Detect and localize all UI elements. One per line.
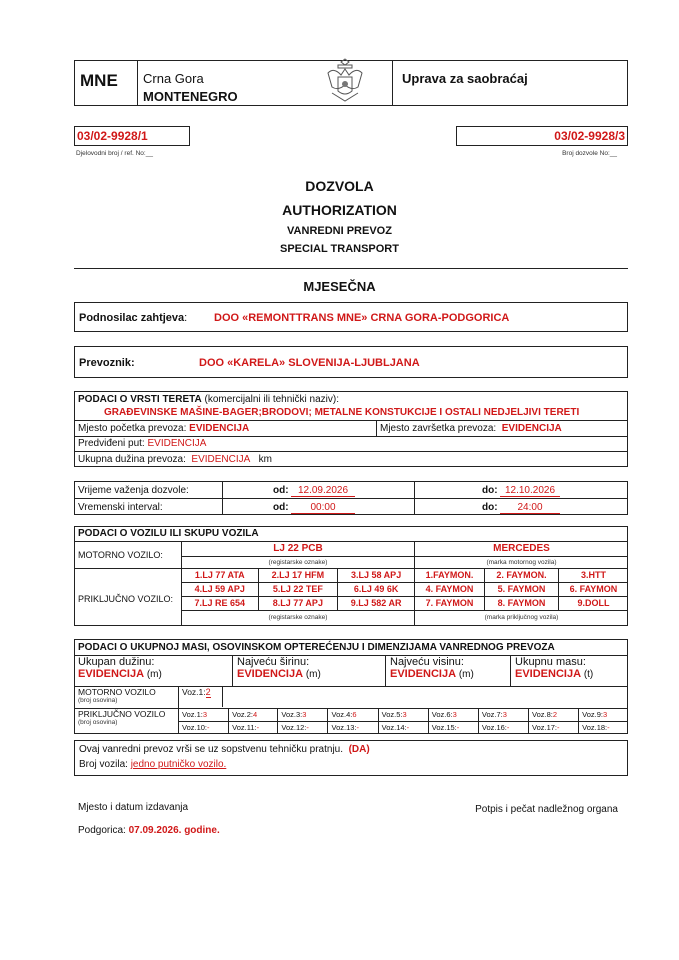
trailer-plate: 5.LJ 22 TEF [258,582,338,596]
motor-axle-label-cell [74,687,179,708]
cargo-rule-2 [74,436,628,437]
trailer-axle-cell: Voz.3:3 [278,708,328,721]
dim-mass-value: EVIDENCIJA (t) [515,668,594,680]
title-authorization: AUTHORIZATION [282,202,397,218]
validity-label: Vrijeme važenja dozvole: [78,485,189,496]
dim-width-cell [233,656,386,686]
trailer-axle-cell: Voz.1:3 [179,708,229,721]
trailer-plate-row [182,596,414,610]
period-label: MJESEČNA [303,279,376,294]
vehicle-rule-1 [74,541,628,542]
dim-mass-label: Ukupnu masu: [515,656,586,668]
trailer-axle-note: (broj osovina) [78,718,118,726]
trailer-make-row [415,582,628,596]
trailer-make-row [415,569,628,582]
trailer-vehicle-label: PRIKLJUČNO VOZILO: [78,594,174,604]
trailer-plate: 4.LJ 59 APJ [182,582,258,596]
trailer-plate: 6.LJ 49 6K [338,582,414,596]
header-divider-1 [137,60,138,106]
validity-to-value: 12.10.2026 [500,485,560,497]
dim-height-value: EVIDENCIJA (m) [390,668,474,680]
trailer-axle-cell: Voz.2:4 [229,708,278,721]
validity-from-value: 12.09.2026 [291,485,355,497]
trailer-axle-label: PRIKLJUČNO VOZILO [78,708,166,719]
trailer-axle-cell: Voz.8:2 [528,708,578,721]
country-code: MNE [80,71,118,90]
title-dozvola: DOZVOLA [305,178,374,194]
coat-of-arms-icon [318,55,372,107]
trailer-makes-grid [415,569,628,611]
trailer-plate: 9.LJ 582 AR [338,596,414,610]
dim-mass-cell [511,656,629,686]
ref-right-label: Broj dozvole No:__ [562,150,617,157]
trailer-make: 7. FAYMON [415,596,485,610]
mass-dims-row [74,656,628,686]
title-special: SPECIAL TRANSPORT [280,243,399,255]
validity-row [74,498,628,499]
trailer-axle-cell: Voz.13:- [328,721,378,734]
cargo-value: GRAĐEVINSKE MAŠINE-BAGER;BRODOVI; METALNE KONSTUKCIJE I OSTALI NEDJELJIVI TERETI [104,407,580,418]
motor-plate: LJ 22 PCB [273,543,323,554]
motor-axle-row [74,687,628,708]
motor-axle-cell [179,687,629,708]
escort-text: Ovaj vanredni prevoz vrši se uz sopstvenu tehničku pratnju. (DA) [79,744,370,755]
interval-label: Vremenski interval: [78,502,163,513]
motor-plate-rule [182,556,414,557]
dim-height-label: Najveću visinu: [390,656,464,668]
ref-left-label: Djelovodni broj / ref. No:__ [76,150,153,157]
trailer-axle-label-cell [74,708,179,734]
signature-label: Potpis i pečat nadležnog organa [475,804,618,815]
trailer-axle-cell: Voz.15:- [428,721,478,734]
header-divider-2 [392,60,393,106]
trailer-make: 9.DOLL [558,596,628,610]
trailer-plate: 2.LJ 17 HFM [258,569,338,582]
title-rule [74,268,628,269]
trailer-axle-cell: Voz.10:- [179,721,229,734]
trailer-plate-note: (registarske oznake) [268,614,328,621]
motor-make: MERCEDES [493,543,550,554]
trailer-axle-cell: Voz.4:6 [328,708,378,721]
issue-place-label: Mjesto i datum izdavanja [78,802,189,813]
trailer-axle-cell: Voz.18:- [582,723,610,733]
dim-width-label: Najveću širinu: [237,656,310,668]
vehicle-heading: PODACI O VOZILU ILI SKUPU VOZILA [78,528,259,539]
escort-count: Broj vozila: jedno putničko vozilo. [79,759,227,770]
country-name-en: MONTENEGRO [143,89,238,104]
trailer-axle-cell: Voz.12:- [278,721,328,734]
carrier-label: Prevoznik: [79,357,135,369]
dim-length-cell [74,656,233,686]
cargo-length: Ukupna dužina prevoza: EVIDENCIJA km [78,454,273,465]
trailer-make: 3.HTT [558,569,628,582]
validity-to-label: do: [482,485,498,496]
cargo-start-divider [376,420,377,436]
trailer-axle-cell: Voz.14:- [378,721,428,734]
trailer-make-note: (marka priključnog vozila) [484,614,559,621]
motor-axle-label: MOTORNO VOZILO [78,687,156,697]
interval-from-label: od: [273,502,289,513]
trailer-plate-row [182,569,414,582]
applicant-label: Podnosilac zahtjeva: [79,312,188,324]
cargo-route: Predviđeni put: EVIDENCIJA [78,438,207,449]
trailer-plate: 7.LJ RE 654 [182,596,258,610]
dim-height-cell [386,656,511,686]
issue-place-date: Podgorica: 07.09.2026. godine. [78,825,220,836]
validity-from-label: od: [273,485,289,496]
motor-vehicle-label: MOTORNO VOZILO: [78,550,163,560]
trailer-plate: 1.LJ 77 ATA [182,569,258,582]
dim-length-label: Ukupan dužinu: [78,656,155,668]
authority-name: Uprava za saobraćaj [402,71,528,86]
trailer-axle-cell: Voz.7:3 [478,708,528,721]
trailer-axle-cell: Voz.16:- [478,721,528,734]
trailer-plate: 8.LJ 77 APJ [258,596,338,610]
trailer-make: 5. FAYMON [485,582,559,596]
trailer-make: 6. FAYMON [558,582,628,596]
cargo-rule-3 [74,451,628,452]
cargo-heading: PODACI O VRSTI TERETA (komercijalni ili tehnički naziv): [78,394,339,405]
trailer-plates-grid [182,569,414,611]
trailer-plate-row [182,582,414,596]
cargo-rule-1 [74,420,628,421]
carrier-value: DOO «KARELA» SLOVENIJA-LJUBLJANA [199,357,420,369]
trailer-axle-cell: Voz.5:3 [378,708,428,721]
trailer-axle-cell: Voz.6:3 [428,708,478,721]
trailer-axle-cell: Voz.11:- [229,721,278,734]
trailer-make: 2. FAYMON. [485,569,559,582]
applicant-value: DOO «REMONTTRANS MNE» CRNA GORA-PODGORICA [214,312,510,324]
cargo-start: Mjesto početka prevoza: EVIDENCIJA [78,423,250,434]
cargo-end: Mjesto završetka prevoza: EVIDENCIJA [380,423,562,434]
motor-make-note: (marka motornog vozila) [486,559,557,566]
motor-axle-cell-inner: Voz.1:2 [182,687,223,707]
trailer-plate: 3.LJ 58 APJ [338,569,414,582]
title-vanredni: VANREDNI PREVOZ [287,225,392,237]
interval-to-value: 24:00 [500,502,560,514]
ref-left-number: 03/02-9928/1 [77,129,148,143]
interval-to-label: do: [482,502,498,513]
trailer-make: 1.FAYMON. [415,569,485,582]
ref-right-number: 03/02-9928/3 [554,129,625,143]
trailer-make: 4. FAYMON [415,582,485,596]
trailer-make-row [415,596,628,610]
mass-heading: PODACI O UKUPNOJ MASI, OSOVINSKOM OPTEREĆENJU I DIMENZIJAMA VANREDNOG PREVOZA [78,642,555,653]
trailer-axle-cell: Voz.9:3 [579,708,628,721]
dim-length-value: EVIDENCIJA (m) [78,668,162,680]
interval-from-value: 00:00 [291,502,355,514]
dim-width-value: EVIDENCIJA (m) [237,668,321,680]
mass-axles [74,687,628,734]
country-name: Crna Gora [143,71,204,86]
trailer-axle-cell: Voz.17:- [528,721,578,734]
motor-make-rule [415,556,628,557]
trailer-axle-row [74,708,628,721]
motor-axle-note: (broj osovina) [78,697,118,704]
motor-plate-note: (registarske oznake) [268,559,328,566]
trailer-make: 8. FAYMON [485,596,559,610]
